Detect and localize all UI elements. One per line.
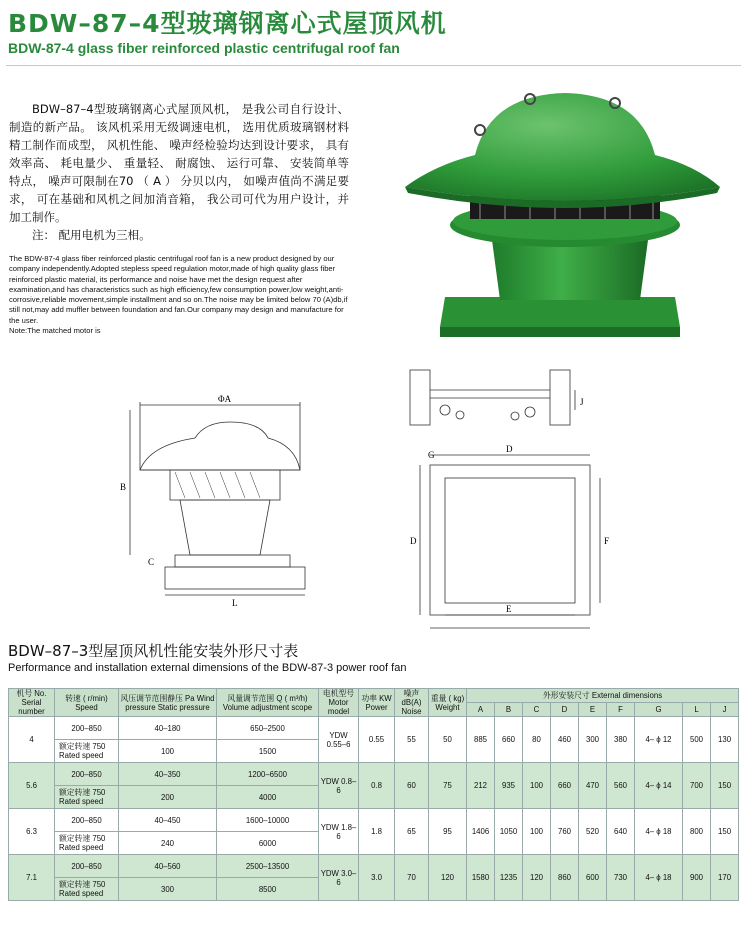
cell-serial: 4 (9, 717, 55, 763)
cell-volume: 1200–6500 (217, 763, 319, 786)
cell-dim-a: 212 (467, 763, 495, 809)
performance-title-cn: BDW–87–3型屋顶风机性能安装外形尺寸表 (8, 642, 299, 660)
cell-dim-b: 935 (495, 763, 523, 809)
cell-dim-j: 170 (711, 855, 739, 901)
page-title-en: BDW-87-4 glass fiber reinforced plastic centrifugal roof fan (8, 40, 400, 56)
cell-power: 3.0 (359, 855, 395, 901)
cell-dim-j: 130 (711, 717, 739, 763)
cell-dim-f: 640 (607, 809, 635, 855)
col-dim: E (579, 703, 607, 717)
col-dim: F (607, 703, 635, 717)
cell-dim-g: 4– ϕ 12 (635, 717, 683, 763)
cell-rated-pressure: 100 (119, 740, 217, 763)
cell-weight: 120 (429, 855, 467, 901)
cell-dim-j: 150 (711, 763, 739, 809)
col-dim: A (467, 703, 495, 717)
dim-label-g: G (428, 450, 435, 460)
cell-rated-volume: 8500 (217, 878, 319, 901)
cell-rated-pressure: 200 (119, 786, 217, 809)
col-speed: 转速 ( r/min) Speed (55, 689, 119, 717)
cell-rated-label: 额定转速 750 Rated speed (55, 878, 119, 901)
table-row (9, 763, 739, 786)
cell-pressure: 40–180 (119, 717, 217, 740)
cell-speed: 200–850 (55, 855, 119, 878)
cell-serial: 7.1 (9, 855, 55, 901)
fan-product-photo (395, 75, 725, 365)
cell-rated-volume: 6000 (217, 832, 319, 855)
cell-serial: 6.3 (9, 809, 55, 855)
cell-motor: YDW 0.8–6 (319, 763, 359, 809)
cell-dim-b: 1050 (495, 809, 523, 855)
cell-dim-l: 500 (683, 717, 711, 763)
cell-pressure: 40–350 (119, 763, 217, 786)
cell-dim-f: 730 (607, 855, 635, 901)
cell-rated-volume: 1500 (217, 740, 319, 763)
performance-table (8, 688, 739, 901)
dome-cap (405, 93, 720, 201)
cell-speed: 200–850 (55, 763, 119, 786)
cell-dim-d: 760 (551, 809, 579, 855)
dim-label-l: L (232, 598, 238, 608)
cell-dim-e: 470 (579, 763, 607, 809)
lifting-ring-icon (475, 125, 485, 135)
dim-label-c: C (148, 557, 155, 567)
table-row (9, 809, 739, 832)
cell-motor: YDW 0.55–6 (319, 717, 359, 763)
cell-dim-l: 900 (683, 855, 711, 901)
cell-volume: 2500–13500 (217, 855, 319, 878)
cell-dim-g: 4– ϕ 18 (635, 809, 683, 855)
intro-english (9, 254, 354, 336)
dim-label-e: E (506, 604, 512, 614)
base-plate (440, 297, 680, 327)
cell-motor: YDW 3.0–6 (319, 855, 359, 901)
cell-power: 1.8 (359, 809, 395, 855)
cell-noise: 65 (395, 809, 429, 855)
cell-noise: 60 (395, 763, 429, 809)
intro-cn-paragraph: BDW–87–4型玻璃钢离心式屋顶风机， 是我公司自行设计、制造的新产品。 该风机采用无级调速电机， 选用优质玻璃钢材料精工制作而成型， 风机性能、 噪声经检验均达到设计要求， 具有效率高、 耗电量少、 重量轻、 耐腐蚀、 运行可靠、 安装简单等特点， 噪声可限制在70 （ A ） 分贝以内， 如噪声值尚不满足要求， 可在基础和风机之间加消音箱， 我公司可代为用户设计，并加工制作。 (9, 102, 349, 224)
col-noise: 噪声 dB(A) Noise (395, 689, 429, 717)
cell-rated-pressure: 240 (119, 832, 217, 855)
title-divider (6, 65, 741, 66)
intro-chinese (9, 100, 349, 244)
cell-speed: 200–850 (55, 809, 119, 832)
cell-dim-g: 4– ϕ 18 (635, 855, 683, 901)
col-external: 外形安装尺寸 External dimensions (467, 689, 739, 703)
intro-en-note: Note:The matched motor is (9, 326, 101, 336)
cell-dim-d: 860 (551, 855, 579, 901)
cell-speed: 200–850 (55, 717, 119, 740)
col-dim: D (551, 703, 579, 717)
cell-dim-l: 800 (683, 809, 711, 855)
intro-cn-note: 注： 配用电机为三相。 (32, 228, 151, 242)
cell-noise: 55 (395, 717, 429, 763)
col-dim: L (683, 703, 711, 717)
col-power: 功率 KW Power (359, 689, 395, 717)
cell-dim-a: 1406 (467, 809, 495, 855)
col-dim: B (495, 703, 523, 717)
cell-rated-label: 额定转速 750 Rated speed (55, 786, 119, 809)
table-row (9, 855, 739, 878)
dim-label-b: B (120, 482, 127, 492)
cell-dim-e: 600 (579, 855, 607, 901)
cell-dim-c: 120 (523, 855, 551, 901)
cell-dim-f: 560 (607, 763, 635, 809)
cell-rated-label: 额定转速 750 Rated speed (55, 740, 119, 763)
cell-dim-a: 1580 (467, 855, 495, 901)
cell-weight: 95 (429, 809, 467, 855)
dimension-drawings (110, 350, 630, 640)
col-motor: 电机型号 Motor model (319, 689, 359, 717)
cell-power: 0.55 (359, 717, 395, 763)
cell-dim-j: 150 (711, 809, 739, 855)
cell-dim-d: 660 (551, 763, 579, 809)
col-pressure: 风压调节范围静压 Pa Wind pressure Static pressure (119, 689, 217, 717)
cell-dim-c: 80 (523, 717, 551, 763)
table-row (9, 717, 739, 740)
col-dim: C (523, 703, 551, 717)
cell-dim-f: 380 (607, 717, 635, 763)
cell-dim-b: 1235 (495, 855, 523, 901)
dim-label-d-top: D (506, 444, 513, 454)
cell-power: 0.8 (359, 763, 395, 809)
cell-serial: 5.6 (9, 763, 55, 809)
cell-dim-d: 460 (551, 717, 579, 763)
cell-dim-l: 700 (683, 763, 711, 809)
cell-rated-volume: 4000 (217, 786, 319, 809)
cell-dim-a: 885 (467, 717, 495, 763)
dim-label-f: F (604, 536, 610, 546)
dim-label-a: ΦA (218, 394, 232, 404)
cell-dim-g: 4– ϕ 14 (635, 763, 683, 809)
cell-noise: 70 (395, 855, 429, 901)
cell-pressure: 40–450 (119, 809, 217, 832)
cell-volume: 1600–10000 (217, 809, 319, 832)
cell-rated-pressure: 300 (119, 878, 217, 901)
dim-label-d-side: D (410, 536, 417, 546)
cell-motor: YDW 1.8–6 (319, 809, 359, 855)
cell-weight: 75 (429, 763, 467, 809)
dim-label-j: J (580, 397, 584, 407)
col-dim: J (711, 703, 739, 717)
cell-dim-e: 520 (579, 809, 607, 855)
cell-dim-c: 100 (523, 763, 551, 809)
cell-dim-c: 100 (523, 809, 551, 855)
page-title-cn: BDW–87–4型玻璃钢离心式屋顶风机 (8, 9, 447, 38)
cell-weight: 50 (429, 717, 467, 763)
cell-dim-e: 300 (579, 717, 607, 763)
col-serial: 机号 No. Serial number (9, 689, 55, 717)
col-volume: 风量调节范围 Q ( m³/h) Volume adjustment scope (217, 689, 319, 717)
col-weight: 重量 ( kg) Weight (429, 689, 467, 717)
col-dim: G (635, 703, 683, 717)
cell-rated-label: 额定转速 750 Rated speed (55, 832, 119, 855)
cell-volume: 650–2500 (217, 717, 319, 740)
cell-pressure: 40–560 (119, 855, 217, 878)
intro-en-paragraph: The BDW-87-4 glass fiber reinforced plastic centrifugal roof fan is a new product designed by our company independently.Adopted stepless speed regulation motor,made of high quality glass fiber reinforced plastic material, its performance and noise have met the design request after examination,and has characteristics such as high efficiency,few consumption power,low weight,anti-corrosive,reliable movement,simple installment and so on.The noise may be limited below 70 (A)db,if still not,may add muffler between foundation and fan.Our company may design and manufacture for the user. (9, 254, 348, 325)
performance-title-en: Performance and installation external dimensions of the BDW-87-3 power roof fan (8, 662, 407, 674)
cell-dim-b: 660 (495, 717, 523, 763)
